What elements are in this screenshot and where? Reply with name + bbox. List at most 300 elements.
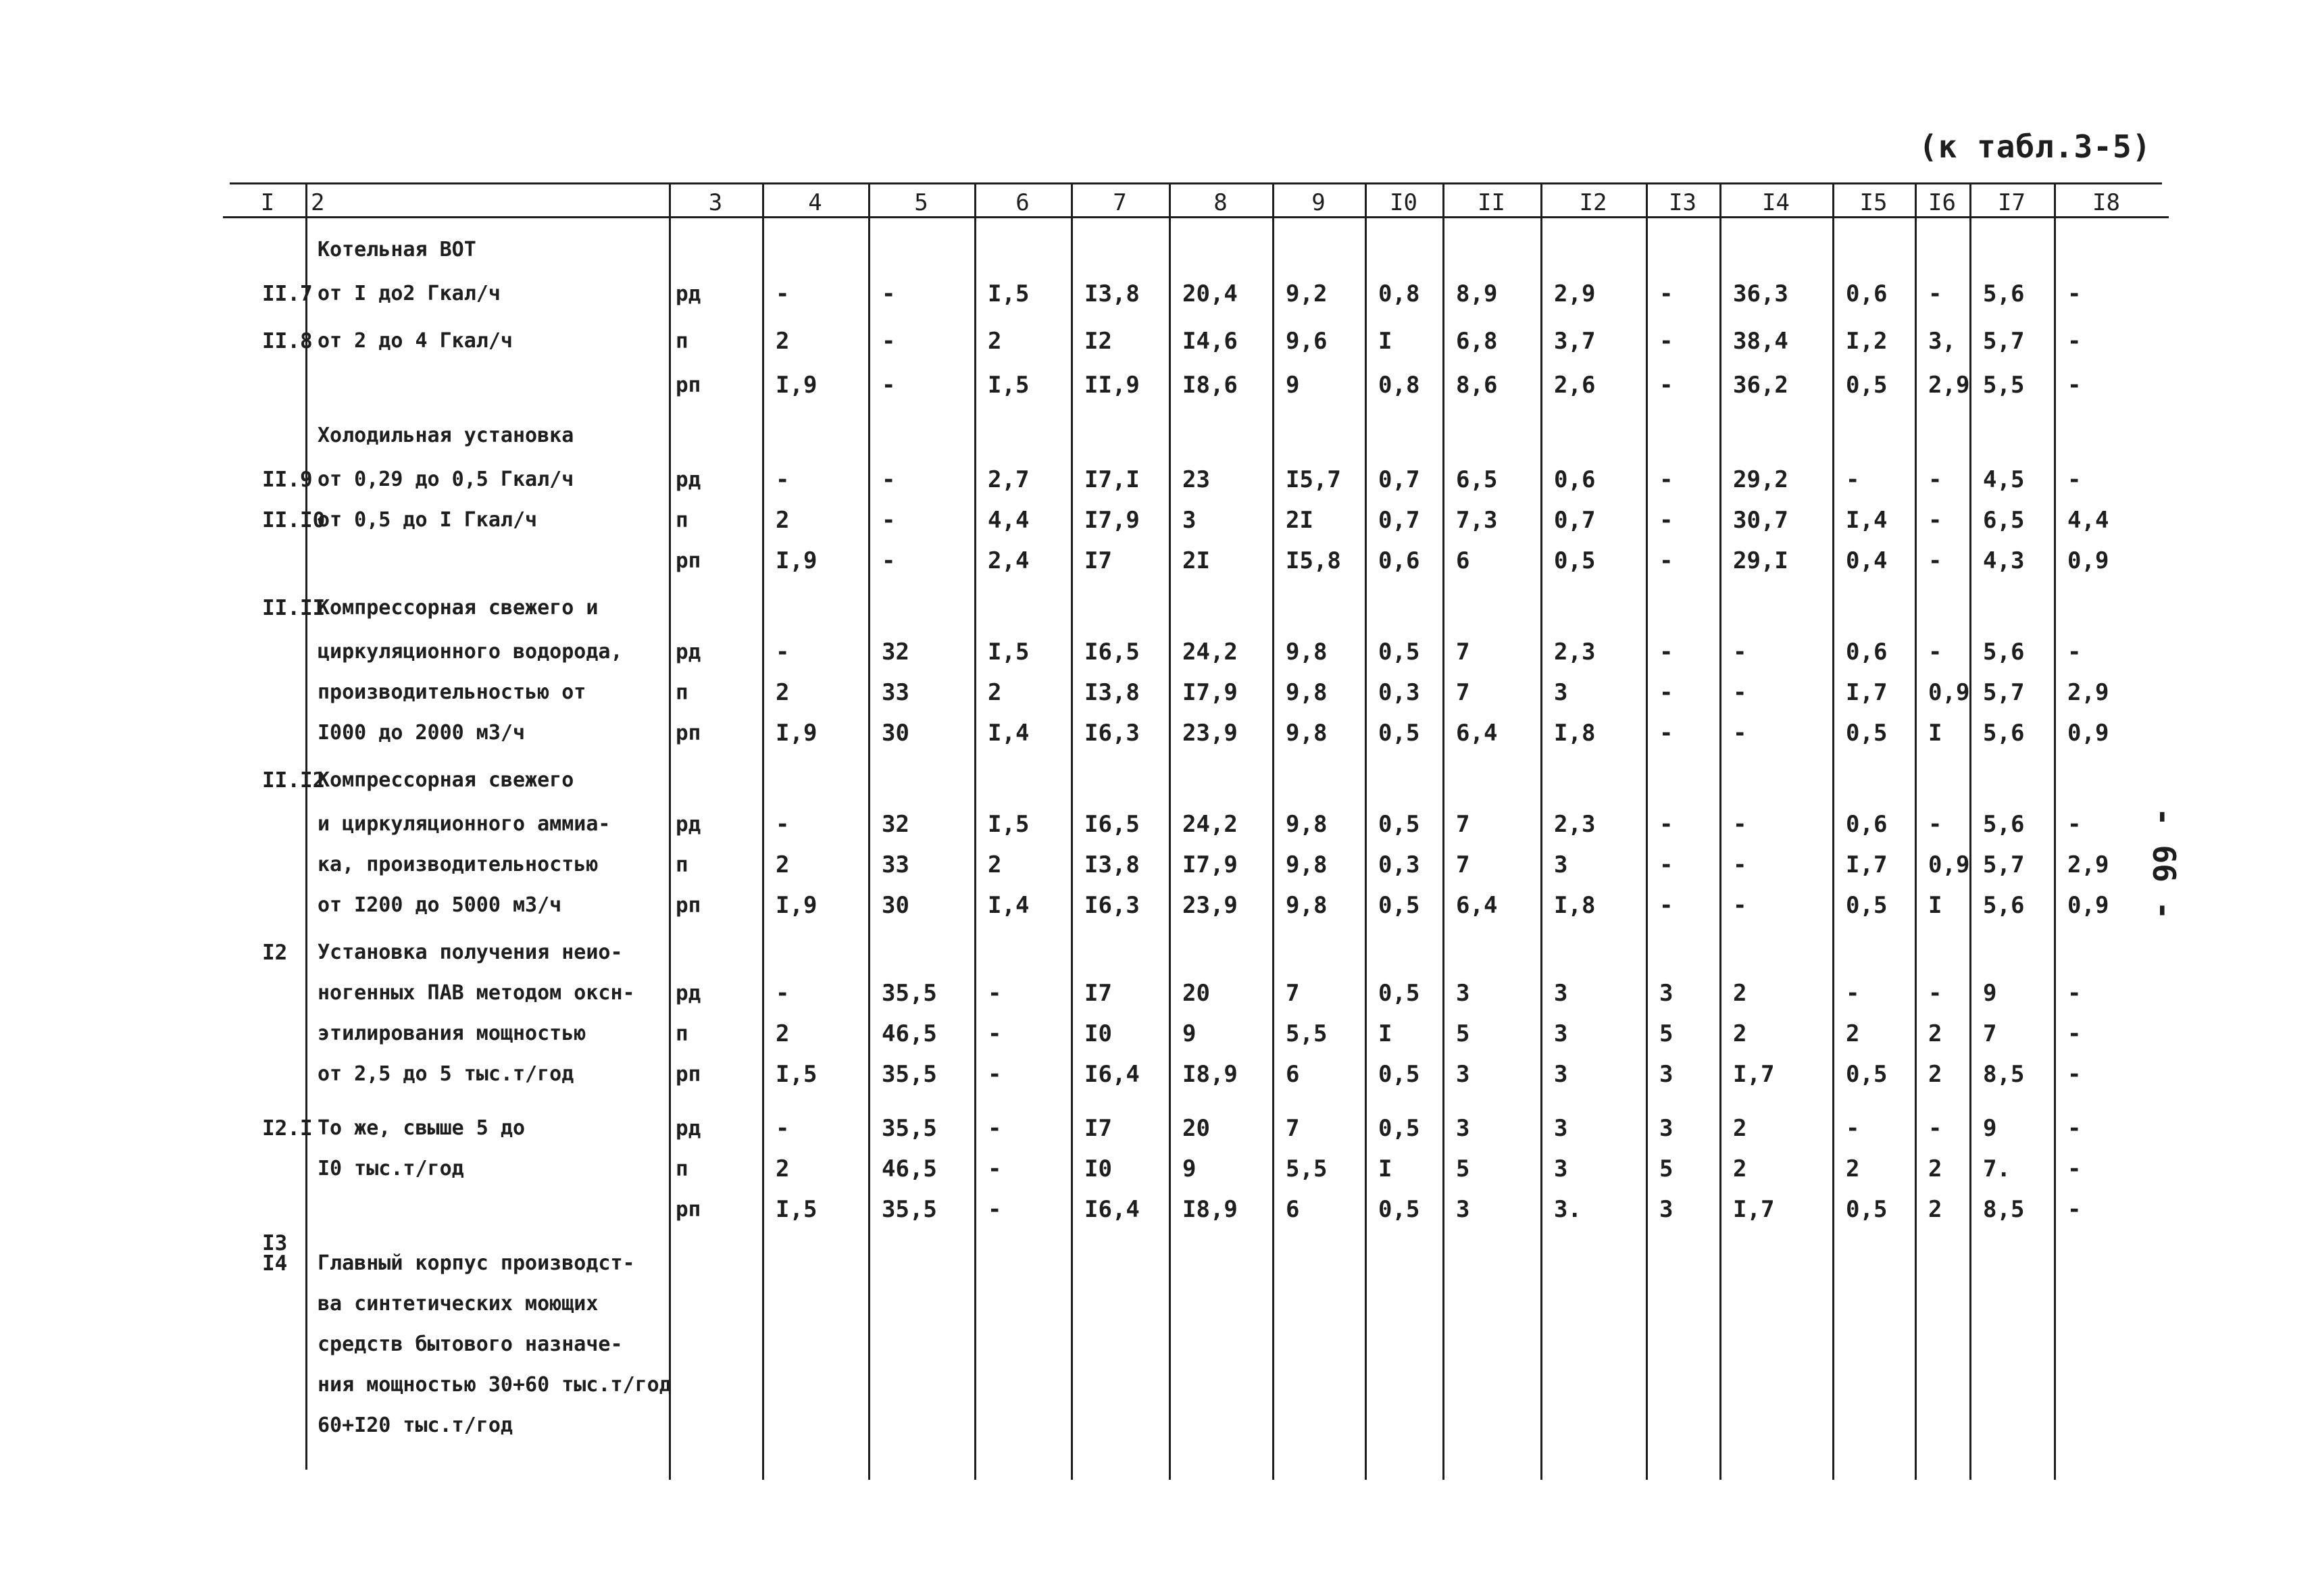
row-value: I,5	[776, 1061, 818, 1088]
row-value: 3,	[1928, 328, 1956, 355]
row-value: 7.	[1983, 1155, 2011, 1182]
row-value: 2	[776, 851, 790, 878]
row-value: 30,7	[1733, 507, 1788, 534]
row-value: 0,8	[1378, 280, 1420, 307]
row-value: -	[1928, 547, 1942, 574]
row-value	[2067, 1324, 2159, 1365]
row-value: 23,9	[1182, 892, 1238, 919]
row-value	[1554, 588, 1646, 628]
row-value: I,8	[1554, 892, 1596, 919]
row-value	[1554, 1324, 1646, 1365]
row-value	[1928, 416, 1969, 456]
table-reference-note: (к табл.3-5)	[1919, 128, 2152, 165]
row-value	[1084, 230, 1169, 270]
row-value: 0,6	[1846, 280, 1888, 307]
row-value	[1983, 230, 2054, 270]
row-value	[988, 1243, 1071, 1284]
table-row	[0, 845, 2314, 885]
row-value: II,9	[1084, 372, 1140, 399]
row-value: I7	[1084, 980, 1112, 1007]
row-value: -	[1928, 507, 1942, 534]
row-value: -	[1659, 892, 1674, 919]
row-value: 0,9	[1928, 679, 1970, 706]
row-value: 9,8	[1286, 811, 1328, 838]
row-type-code: рп	[676, 721, 701, 745]
row-value: -	[2067, 639, 2082, 666]
row-value: I6,3	[1084, 892, 1140, 919]
row-value: I6,5	[1084, 639, 1140, 666]
table-row	[0, 973, 2314, 1014]
table-row	[0, 230, 2314, 270]
row-value: 0,5	[1554, 547, 1596, 574]
row-type-code: рд	[676, 640, 701, 664]
row-value	[776, 1405, 868, 1446]
row-value: 3	[1554, 980, 1568, 1007]
row-value: -	[988, 1155, 1002, 1182]
row-description: от 2,5 до 5 тыс.т/год	[318, 1062, 574, 1086]
row-description: средств бытового назначе-	[318, 1332, 623, 1356]
row-value: 3	[1456, 1061, 1470, 1088]
row-value: 20	[1182, 980, 1210, 1007]
row-value: I,5	[988, 639, 1030, 666]
row-value	[1286, 1324, 1365, 1365]
row-value: 9,8	[1286, 679, 1328, 706]
row-value: I3,8	[1084, 851, 1140, 878]
row-value: 2,7	[988, 466, 1030, 493]
row-value: I,5	[988, 280, 1030, 307]
row-value	[882, 1284, 974, 1324]
row-value: -	[1733, 639, 1747, 666]
row-value: -	[2067, 811, 2082, 838]
row-value: 3	[1554, 1020, 1568, 1047]
row-value	[1456, 1365, 1540, 1405]
row-value: 33	[882, 679, 909, 706]
row-value	[882, 230, 974, 270]
row-value	[882, 932, 974, 973]
row-value: -	[1659, 280, 1674, 307]
row-value	[1378, 1284, 1442, 1324]
row-value: -	[882, 280, 896, 307]
table-row	[0, 1014, 2314, 1054]
row-value: 2	[1846, 1020, 1860, 1047]
row-value: -	[2067, 328, 2082, 355]
row-value: 2	[1733, 1020, 1747, 1047]
row-value	[1286, 416, 1365, 456]
row-value: -	[1733, 811, 1747, 838]
row-number: II.9	[262, 468, 313, 492]
row-value: -	[2067, 980, 2082, 1007]
row-value	[776, 1365, 868, 1405]
row-value: 5,7	[1983, 679, 2025, 706]
row-type-code: рп	[676, 549, 701, 573]
row-value	[1286, 1243, 1365, 1284]
row-value	[988, 1405, 1071, 1446]
row-value: I	[1928, 892, 1942, 919]
row-description: ния мощностью 30+60 тыс.т/год	[318, 1373, 672, 1397]
row-value	[1378, 760, 1442, 801]
row-value: I,2	[1846, 328, 1888, 355]
row-value: 6,8	[1456, 328, 1498, 355]
row-value: 5,5	[1286, 1020, 1328, 1047]
table-row	[0, 1365, 2314, 1405]
row-value: 2	[988, 851, 1002, 878]
row-value: I5,7	[1286, 466, 1341, 493]
row-value: 2	[988, 328, 1002, 355]
row-value: I7,9	[1182, 679, 1238, 706]
row-value	[1456, 416, 1540, 456]
row-value	[1983, 1243, 2054, 1284]
row-value: 6,5	[1456, 466, 1498, 493]
row-value: 5,5	[1983, 372, 2025, 399]
row-value	[882, 1324, 974, 1365]
row-value: -	[988, 1115, 1002, 1142]
row-value: I,7	[1733, 1196, 1775, 1223]
row-value	[1378, 1405, 1442, 1446]
row-value	[1659, 1284, 1719, 1324]
row-value: -	[1659, 639, 1674, 666]
row-value: 2	[988, 679, 1002, 706]
row-value	[1733, 1284, 1832, 1324]
row-value: 0,5	[1378, 720, 1420, 747]
row-value	[1983, 760, 2054, 801]
row-value: -	[2067, 1061, 2082, 1088]
row-value: 4,4	[2067, 507, 2109, 534]
row-number: II.II	[262, 596, 326, 620]
table-row	[0, 321, 2314, 361]
row-value: 5,6	[1983, 639, 2025, 666]
row-value: -	[1659, 328, 1674, 355]
row-value: 3.	[1554, 1196, 1582, 1223]
row-value	[1456, 1284, 1540, 1324]
row-value: I,8	[1554, 720, 1596, 747]
row-value: -	[1659, 507, 1674, 534]
row-value	[1286, 588, 1365, 628]
row-value: I	[1378, 328, 1392, 355]
row-value	[1928, 1324, 1969, 1365]
row-value: 20,4	[1182, 280, 1238, 307]
row-value: I	[1378, 1020, 1392, 1047]
row-value	[1554, 416, 1646, 456]
row-value	[988, 1324, 1071, 1365]
row-value	[1928, 1365, 1969, 1405]
row-value	[1456, 1405, 1540, 1446]
row-value: 7	[1286, 980, 1300, 1007]
row-value: -	[1659, 466, 1674, 493]
row-value	[1733, 1243, 1832, 1284]
row-value	[1456, 1243, 1540, 1284]
row-value: 5	[1659, 1020, 1674, 1047]
row-value	[1182, 760, 1272, 801]
row-value: I7	[1084, 1115, 1112, 1142]
header-cell: 2	[311, 189, 325, 216]
row-value	[1733, 760, 1832, 801]
row-value: 33	[882, 851, 909, 878]
row-number: I3	[262, 1231, 288, 1255]
row-value: 9,8	[1286, 720, 1328, 747]
row-value: 2	[1928, 1061, 1942, 1088]
row-value: -	[776, 811, 790, 838]
header-cell: I	[260, 189, 275, 216]
row-value	[988, 588, 1071, 628]
row-value: I,9	[776, 547, 818, 574]
row-value: 8,5	[1983, 1196, 2025, 1223]
row-value: 2	[1846, 1155, 1860, 1182]
row-description: I000 до 2000 м3/ч	[318, 721, 526, 745]
row-value: 9,8	[1286, 892, 1328, 919]
row-description: Компрессорная свежего	[318, 768, 574, 792]
row-type-code: п	[676, 329, 688, 353]
row-value: 0,4	[1846, 547, 1888, 574]
row-type-code: п	[676, 680, 688, 705]
row-value: -	[2067, 1115, 2082, 1142]
row-type-code: рд	[676, 1116, 701, 1141]
row-description: от 2 до 4 Гкал/ч	[318, 329, 513, 353]
row-number: I2	[262, 941, 288, 965]
row-value	[776, 1243, 868, 1284]
row-value: -	[1733, 720, 1747, 747]
row-value	[1928, 1243, 1969, 1284]
row-value: 5	[1456, 1020, 1470, 1047]
header-cell: 6	[1015, 189, 1030, 216]
row-value	[1084, 416, 1169, 456]
row-value	[1659, 1365, 1719, 1405]
row-value: 3	[1554, 1155, 1568, 1182]
row-value: 7	[1983, 1020, 1997, 1047]
row-number: I2.I	[262, 1116, 313, 1141]
row-value: I,5	[988, 811, 1030, 838]
row-value	[1983, 1365, 2054, 1405]
row-value: -	[1659, 851, 1674, 878]
row-value	[882, 760, 974, 801]
row-value: -	[1659, 811, 1674, 838]
row-value: -	[1659, 547, 1674, 574]
row-value	[1659, 932, 1719, 973]
row-value	[1659, 416, 1719, 456]
row-value: 3	[1659, 1196, 1674, 1223]
row-value: I4,6	[1182, 328, 1238, 355]
row-value	[1554, 1405, 1646, 1446]
row-value: I,7	[1846, 679, 1888, 706]
row-value	[1846, 1365, 1915, 1405]
row-value	[2067, 1243, 2159, 1284]
row-value: -	[882, 466, 896, 493]
table-row	[0, 500, 2314, 541]
row-type-code: рп	[676, 1062, 701, 1087]
row-value	[988, 1365, 1071, 1405]
row-value	[1928, 588, 1969, 628]
table-row	[0, 885, 2314, 926]
row-value	[1084, 1405, 1169, 1446]
row-value: 2,9	[1554, 280, 1596, 307]
row-value	[1378, 588, 1442, 628]
row-value: I2	[1084, 328, 1112, 355]
row-value: 0,9	[2067, 720, 2109, 747]
row-value: -	[1733, 892, 1747, 919]
row-value	[1378, 932, 1442, 973]
row-description: ва синтетических моющих	[318, 1292, 599, 1316]
row-value: -	[2067, 1196, 2082, 1223]
row-value: 4,4	[988, 507, 1030, 534]
table-row	[0, 713, 2314, 753]
row-value: I,7	[1846, 851, 1888, 878]
row-value	[2067, 416, 2159, 456]
row-value	[1182, 230, 1272, 270]
row-value: I7,I	[1084, 466, 1140, 493]
row-description: от I до2 Гкал/ч	[318, 282, 501, 305]
row-value: 9	[1182, 1155, 1197, 1182]
row-value: -	[1733, 679, 1747, 706]
row-value	[1846, 1405, 1915, 1446]
row-value: 7	[1456, 639, 1470, 666]
row-value: 2,3	[1554, 639, 1596, 666]
row-value	[988, 1284, 1071, 1324]
row-value: -	[1846, 466, 1860, 493]
row-value: 2	[776, 1155, 790, 1182]
row-value	[776, 760, 868, 801]
row-value	[1846, 588, 1915, 628]
row-value: 0,5	[1378, 980, 1420, 1007]
row-value	[1286, 1365, 1365, 1405]
row-value: 6,5	[1983, 507, 2025, 534]
row-value: -	[988, 1020, 1002, 1047]
row-description: То же, свыше 5 до	[318, 1116, 526, 1140]
row-value: 3	[1554, 1115, 1568, 1142]
row-value: 29,2	[1733, 466, 1788, 493]
row-value: 0,7	[1378, 507, 1420, 534]
row-value: -	[882, 372, 896, 399]
row-value: I,7	[1733, 1061, 1775, 1088]
row-description: от I200 до 5000 м3/ч	[318, 893, 562, 917]
table-row	[0, 541, 2314, 581]
row-value: 2	[776, 1020, 790, 1047]
row-type-code: рп	[676, 893, 701, 918]
row-value: 7	[1456, 811, 1470, 838]
row-value: 32	[882, 639, 909, 666]
row-value	[1456, 230, 1540, 270]
row-value: 0,5	[1378, 1196, 1420, 1223]
row-value: 2,9	[2067, 679, 2109, 706]
row-value: 9	[1983, 1115, 1997, 1142]
row-value	[1733, 1405, 1832, 1446]
row-value	[1928, 932, 1969, 973]
header-cell: 9	[1311, 189, 1326, 216]
row-number: II.I0	[262, 508, 326, 532]
row-type-code: п	[676, 1157, 688, 1181]
row-value: 3	[1456, 1196, 1470, 1223]
row-value: 3,7	[1554, 328, 1596, 355]
row-value: -	[1928, 1115, 1942, 1142]
row-value: -	[1928, 639, 1942, 666]
row-value: 2	[1733, 1155, 1747, 1182]
row-value: I8,6	[1182, 372, 1238, 399]
table-row	[0, 1284, 2314, 1324]
row-value: 3	[1456, 980, 1470, 1007]
row-value	[2067, 588, 2159, 628]
row-value: 0,9	[2067, 547, 2109, 574]
table-top-rule	[230, 182, 2162, 184]
row-value: 2	[1733, 980, 1747, 1007]
row-value: 32	[882, 811, 909, 838]
row-value: 9	[1286, 372, 1300, 399]
row-value: 2I	[1286, 507, 1313, 534]
header-cell: 8	[1213, 189, 1228, 216]
row-value	[1846, 1324, 1915, 1365]
row-value	[1928, 1284, 1969, 1324]
row-value: 3	[1659, 980, 1674, 1007]
row-value: 0,7	[1554, 507, 1596, 534]
row-value: 35,5	[882, 980, 937, 1007]
row-value	[1733, 416, 1832, 456]
row-value: 5	[1456, 1155, 1470, 1182]
row-type-code: п	[676, 853, 688, 877]
row-value	[1659, 588, 1719, 628]
row-value: -	[1846, 1115, 1860, 1142]
table-row	[0, 1108, 2314, 1149]
row-value: 0,7	[1378, 466, 1420, 493]
row-value	[2067, 932, 2159, 973]
row-value	[988, 932, 1071, 973]
row-value: 2	[1928, 1020, 1942, 1047]
row-description: I0 тыс.т/год	[318, 1157, 464, 1180]
header-cell: I8	[2092, 189, 2120, 216]
row-value	[1456, 760, 1540, 801]
row-value: 0,5	[1378, 892, 1420, 919]
row-value: 9,2	[1286, 280, 1328, 307]
row-value: 3	[1659, 1115, 1674, 1142]
row-value: -	[2067, 466, 2082, 493]
table-row	[0, 1324, 2314, 1365]
row-type-code: рд	[676, 468, 701, 492]
row-value: -	[776, 639, 790, 666]
row-value: I,5	[988, 372, 1030, 399]
row-value	[2067, 760, 2159, 801]
row-value	[1554, 230, 1646, 270]
header-cell: II	[1478, 189, 1505, 216]
row-value	[1733, 588, 1832, 628]
row-value: -	[1928, 980, 1942, 1007]
row-value: 2	[776, 679, 790, 706]
row-value	[1659, 230, 1719, 270]
row-value: I7	[1084, 547, 1112, 574]
row-value	[882, 1365, 974, 1405]
row-value: 0,8	[1378, 372, 1420, 399]
row-value: 5,7	[1983, 851, 2025, 878]
row-value: I7,9	[1182, 851, 1238, 878]
row-value: I0	[1084, 1155, 1112, 1182]
row-value	[1846, 1284, 1915, 1324]
table-row	[0, 274, 2314, 314]
row-number: II.I2	[262, 768, 326, 793]
row-value: I3,8	[1084, 679, 1140, 706]
row-description: от 0,5 до I Гкал/ч	[318, 508, 538, 532]
row-value	[776, 1324, 868, 1365]
row-value: 3	[1659, 1061, 1674, 1088]
row-value: 4,5	[1983, 466, 2025, 493]
row-value: 5,6	[1983, 892, 2025, 919]
row-value	[1983, 1284, 2054, 1324]
row-type-code: рд	[676, 812, 701, 837]
row-description: этилирования мощностью	[318, 1022, 586, 1045]
row-value: 2	[1733, 1115, 1747, 1142]
row-value	[882, 588, 974, 628]
row-value: 2,4	[988, 547, 1030, 574]
row-value	[1378, 1365, 1442, 1405]
row-value	[882, 1405, 974, 1446]
row-value: 9,6	[1286, 328, 1328, 355]
row-value: -	[988, 1061, 1002, 1088]
row-value: 8,9	[1456, 280, 1498, 307]
row-value: 0,5	[1846, 892, 1888, 919]
